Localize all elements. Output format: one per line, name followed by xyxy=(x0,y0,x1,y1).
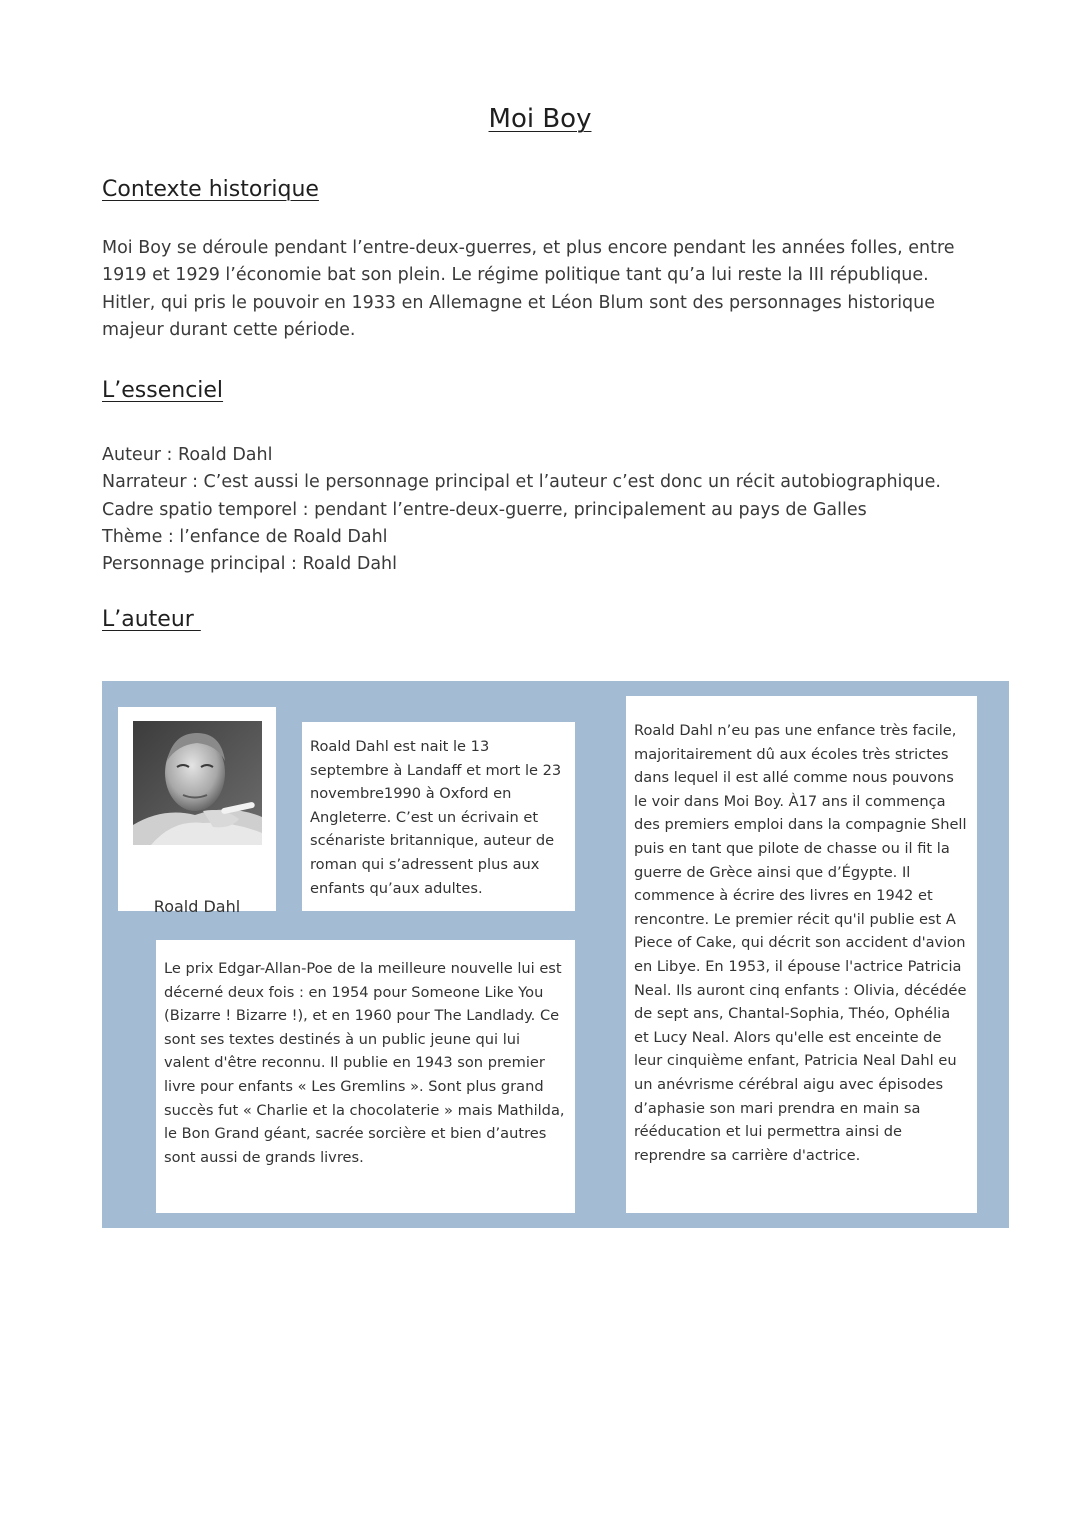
section-heading-auteur: L’auteur xyxy=(102,607,201,632)
author-prize-card xyxy=(156,940,575,1213)
contexte-paragraph: Moi Boy se déroule pendant l’entre-deux-guerres, et plus encore pendant les années folles, entre 1919 et 1929 l’économie bat son plein. Le régime politique tant qu’a lui reste la III république. Hitler, qui pris le pouvoir en 1933 en Allemagne et Léon Blum sont des personnages historique majeur durant cette période. xyxy=(102,238,955,340)
section-heading-contexte: Contexte historique xyxy=(102,177,319,202)
essentials-item-personnage: Personnage principal : Roald Dahl xyxy=(102,554,398,575)
author-childhood-card xyxy=(626,696,977,1213)
essentials-item-theme: Thème : l’enfance de Roald Dahl xyxy=(102,526,388,547)
author-childhood-text: Roald Dahl n’eu pas une enfance très facile, majoritairement dû aux écoles très strictes dans lequel il est allé comme nous pouvons le voir dans Moi Boy. À17 ans il commença des premiers emploi dans la compagnie Shell puis en tant que pilote de chasse ou il fit la guerre de Grèce ainsi que d’Égypte. Il commence à écrire des livres en 1942 et rencontre. Le premier récit qu'il publie est A Piece of Cake, qui décrit son accident d'avion en Libye. En 1953, il épouse l'actrice Patricia Neal. Ils auront cinq enfants : Olivia, décédée de sept ans, Chantal-Sophia, Théo, Ophélia et Lucy Neal. Alors qu'elle est enceinte de leur cinquième enfant, Patricia Neal Dahl eu un anévrisme cérébral aigu avec épisodes d’aphasie son mari prendra en main sa rééducation et lui permettra ainsi de reprendre sa carrière d'actrice. xyxy=(634,722,967,1164)
author-photo-card xyxy=(118,707,276,916)
essentials-list xyxy=(102,442,982,578)
essentials-item-cadre: Cadre spatio temporel : pendant l’entre-deux-guerre, principalement au pays de Galles xyxy=(102,499,867,520)
author-panel xyxy=(102,681,1009,1228)
author-bio-card xyxy=(302,722,575,911)
author-bio-text: Roald Dahl est nait le 13 septembre à Landaff et mort le 23 novembre1990 à Oxford en Angleterre. C’est un écrivain et scénariste britannique, auteur de roman qui s’adressent plus aux enfants qu’aux adultes. xyxy=(310,738,562,897)
essentials-item-auteur: Auteur : Roald Dahl xyxy=(102,445,273,465)
author-prize-text: Le prix Edgar-Allan-Poe de la meilleure nouvelle lui est décerné deux fois : en 1954 pour Someone Like You (Bizarre ! Bizarre !), et en 1960 pour The Landlady. Ce sont ses textes destinés à un public jeune qui lui valent d'être reconnu. Il publie en 1943 son premier livre pour enfants « Les Gremlins ». Sont plus grand succès fut « Charlie et la chocolaterie » mais Mathilda, le Bon Grand géant, sacrée sorcière et bien d’autres sont aussi de grands livres. xyxy=(164,960,565,1166)
section-heading-essenciel: L’essenciel xyxy=(102,378,224,403)
page-title: Moi Boy xyxy=(488,104,592,134)
author-photo xyxy=(133,721,262,845)
author-photo-caption: Roald Dahl xyxy=(153,897,241,916)
essentials-item-narrateur: Narrateur : C’est aussi le personnage principal et l’auteur c’est donc un récit autobiographique. xyxy=(102,472,941,493)
